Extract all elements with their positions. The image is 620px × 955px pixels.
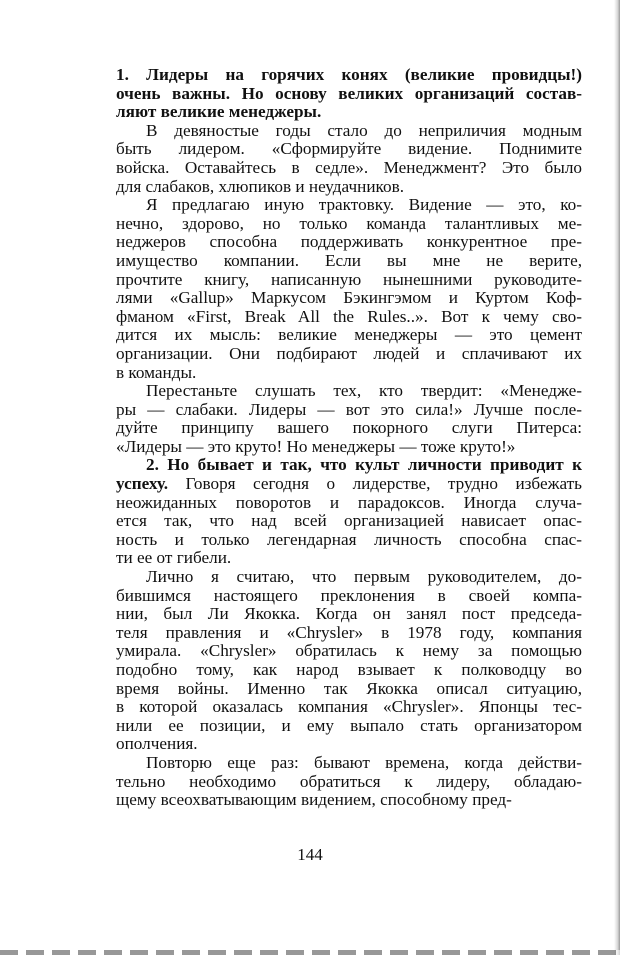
text-line — [116, 289, 582, 308]
paragraph — [116, 196, 582, 382]
text-run: ополчения. — [116, 734, 198, 754]
text-run: прочтите книгу, написанную нынешними руководите- — [116, 269, 582, 289]
text-run: ти ее от гибели. — [116, 548, 232, 568]
text-run: нии, был Ли Якокка. Когда он занял пост председа- — [116, 604, 582, 624]
text-run: фманом «First, Break All the Rules..». Вот к чему сво- — [116, 306, 582, 326]
paragraph — [116, 66, 582, 122]
paragraph — [116, 122, 582, 196]
text-line — [116, 680, 582, 699]
text-line — [116, 382, 582, 401]
text-line — [116, 252, 582, 271]
text-line — [116, 215, 582, 234]
text-run: лями «Gallup» Маркусом Бэкингэмом и Куртом Коф- — [116, 288, 582, 308]
bold-text: 2. Но бывает и так, что культ личности приводит к — [146, 455, 582, 475]
text-line — [116, 624, 582, 643]
text-run: щему всеохватывающим видением, способному пред- — [116, 790, 512, 810]
text-run: умирала. «Chrysler» обратилась к нему за помощью — [116, 641, 582, 661]
text-run: организации. Они подбирают людей и сплачивают их — [116, 343, 582, 363]
text-line — [116, 773, 582, 792]
text-line — [116, 456, 582, 475]
text-block — [116, 66, 582, 810]
text-line — [116, 512, 582, 531]
text-line — [116, 494, 582, 513]
bold-text: ляют великие менеджеры. — [116, 102, 322, 122]
text-line — [116, 735, 582, 754]
text-run: в команды. — [116, 362, 197, 382]
text-line — [116, 401, 582, 420]
text-run: «Лидеры — это круто! Но менеджеры — тоже круто!» — [116, 436, 516, 456]
text-line — [116, 717, 582, 736]
text-line — [116, 605, 582, 624]
text-run: дуйте принципу вашего покорного слуги Питерса: — [116, 418, 582, 438]
text-line — [116, 271, 582, 290]
text-line — [116, 587, 582, 606]
text-run: теля правления и «Chrysler» в 1978 году, компания — [116, 622, 582, 642]
paragraph — [116, 382, 582, 456]
text-run: ется так, что над всей организацией нависает опас- — [116, 511, 582, 531]
text-line — [116, 140, 582, 159]
text-run: для слабаков, хлюпиков и неудачников. — [116, 176, 405, 196]
paragraph — [116, 456, 582, 568]
text-line — [116, 85, 582, 104]
text-run: тельно необходимо обратиться к лидеру, обладаю- — [116, 771, 582, 791]
text-run: Говоря сегодня о лидерстве, трудно избежать — [168, 474, 582, 494]
text-line — [116, 196, 582, 215]
text-line — [116, 345, 582, 364]
text-line — [116, 364, 582, 383]
bold-text: успеху. — [116, 474, 168, 494]
text-run: неожиданных поворотов и парадоксов. Иногда случа- — [116, 492, 582, 512]
text-run: войска. Оставайтесь в седле». Менеджмент? Это было — [116, 157, 582, 177]
text-line — [116, 549, 582, 568]
text-line — [116, 791, 582, 810]
text-run: Лично я считаю, что первым руководителем, до- — [146, 567, 582, 587]
text-run: ры — слабаки. Лидеры — вот это сила!» Лучше после- — [116, 399, 582, 419]
bold-text: 1. Лидеры на горячих конях (великие провидцы!) — [116, 65, 582, 84]
text-line — [116, 308, 582, 327]
text-line — [116, 754, 582, 773]
text-line — [116, 103, 582, 122]
text-line — [116, 233, 582, 252]
text-line — [116, 661, 582, 680]
scan-edge-shadow — [614, 0, 620, 955]
text-run: Повторю еще раз: бывают времена, когда действи- — [146, 752, 582, 772]
bold-text: очень важны. Но основу великих организаций состав- — [116, 83, 582, 103]
text-line — [116, 66, 582, 85]
text-line — [116, 642, 582, 661]
text-run: В девяностые годы стало до неприличия модным — [146, 120, 582, 140]
page-body — [116, 66, 582, 810]
text-run: в которой оказалась компания «Chrysler». Японцы тес- — [116, 697, 582, 717]
paragraph — [116, 568, 582, 754]
text-run: время войны. Именно так Якокка описал ситуацию, — [116, 678, 582, 698]
text-line — [116, 698, 582, 717]
text-line — [116, 419, 582, 438]
text-run: имущество компании. Если вы мне не верите, — [116, 250, 582, 270]
text-run: ность и только легендарная личность способна спас- — [116, 529, 582, 549]
text-run: нечно, здорово, но только команда талантливых ме- — [116, 213, 582, 233]
text-run: дится их мысль: великие менеджеры — это цемент — [116, 325, 582, 345]
scan-bottom-edge — [0, 950, 620, 955]
text-line — [116, 178, 582, 197]
text-run: быть лидером. «Сформируйте видение. Поднимите — [116, 139, 582, 159]
text-line — [116, 122, 582, 141]
text-line — [116, 568, 582, 587]
text-run: бившимся настоящего преклонения в своей компа- — [116, 585, 582, 605]
paragraph — [116, 754, 582, 810]
text-line — [116, 475, 582, 494]
text-run: подобно тому, как народ взывает к полководцу во — [116, 660, 582, 679]
text-run: Я предлагаю иную трактовку. Видение — это, ко- — [146, 195, 582, 215]
text-run: неджеров способна поддерживать конкурентное пре- — [116, 232, 582, 252]
page-number: 144 — [297, 845, 323, 864]
text-line — [116, 531, 582, 550]
text-line — [116, 159, 582, 178]
text-line — [116, 438, 582, 457]
text-run: Перестаньте слушать тех, кто твердит: «Менедже- — [146, 381, 582, 401]
text-run: нили ее позиции, и ему выпало стать организатором — [116, 715, 582, 735]
text-line — [116, 326, 582, 345]
